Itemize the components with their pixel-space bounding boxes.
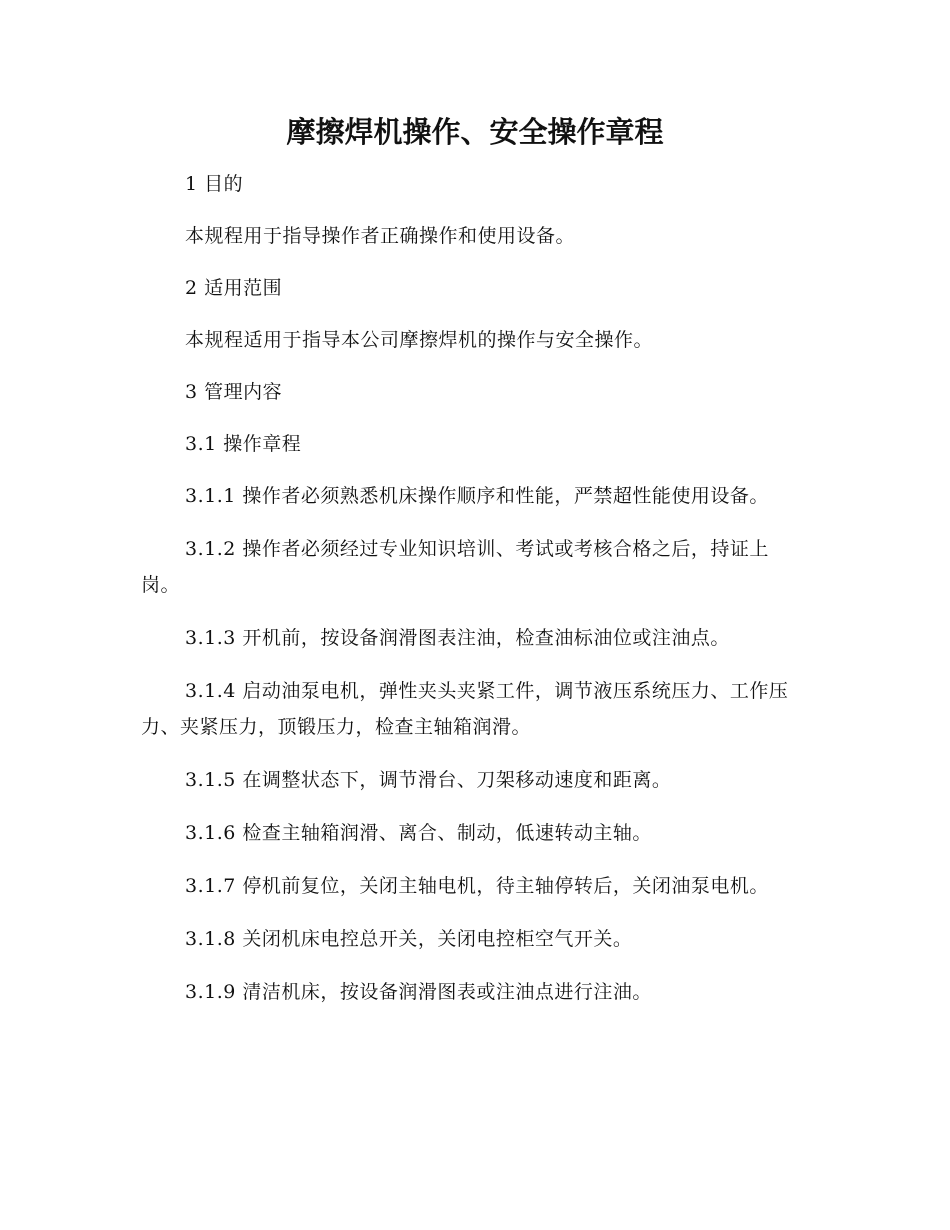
clause-3-1-5: 3.1.5 在调整状态下，调节滑台、刀架移动速度和距离。: [185, 769, 672, 791]
clause-3-1-1: 3.1.1 操作者必须熟悉机床操作顺序和性能，严禁超性能使用设备。: [185, 485, 769, 507]
section-heading-management: 3 管理内容: [185, 381, 283, 403]
section-heading-purpose: 1 目的: [185, 173, 244, 195]
paragraph: 本规程用于指导操作者正确操作和使用设备。: [185, 225, 576, 247]
subsection-heading-operation: 3.1 操作章程: [185, 433, 302, 455]
clause-3-1-8: 3.1.8 关闭机床电控总开关，关闭电控柜空气开关。: [185, 928, 633, 950]
clause-3-1-9: 3.1.9 清洁机床，按设备润滑图表或注油点进行注油。: [185, 981, 652, 1003]
clause-3-1-7: 3.1.7 停机前复位，关闭主轴电机，待主轴停转后，关闭油泵电机。: [185, 875, 769, 897]
document-title: 摩擦焊机操作、安全操作章程: [286, 115, 664, 149]
clause-3-1-6: 3.1.6 检查主轴箱润滑、离合、制动，低速转动主轴。: [185, 822, 652, 844]
section-heading-scope: 2 适用范围: [185, 277, 283, 299]
document-body: [141, 166, 801, 1010]
clause-3-1-4: 3.1.4 启动油泵电机，弹性夹头夹紧工件，调节液压系统压力、工作压力、夹紧压力，顶锻压力，检查主轴箱润滑。: [141, 680, 789, 738]
clause-3-1-3: 3.1.3 开机前，按设备润滑图表注油，检查油标油位或注油点。: [185, 627, 730, 649]
paragraph: 本规程适用于指导本公司摩擦焊机的操作与安全操作。: [185, 329, 654, 351]
clause-3-1-2: 3.1.2 操作者必须经过专业知识培训、考试或考核合格之后，持证上岗。: [141, 538, 769, 596]
